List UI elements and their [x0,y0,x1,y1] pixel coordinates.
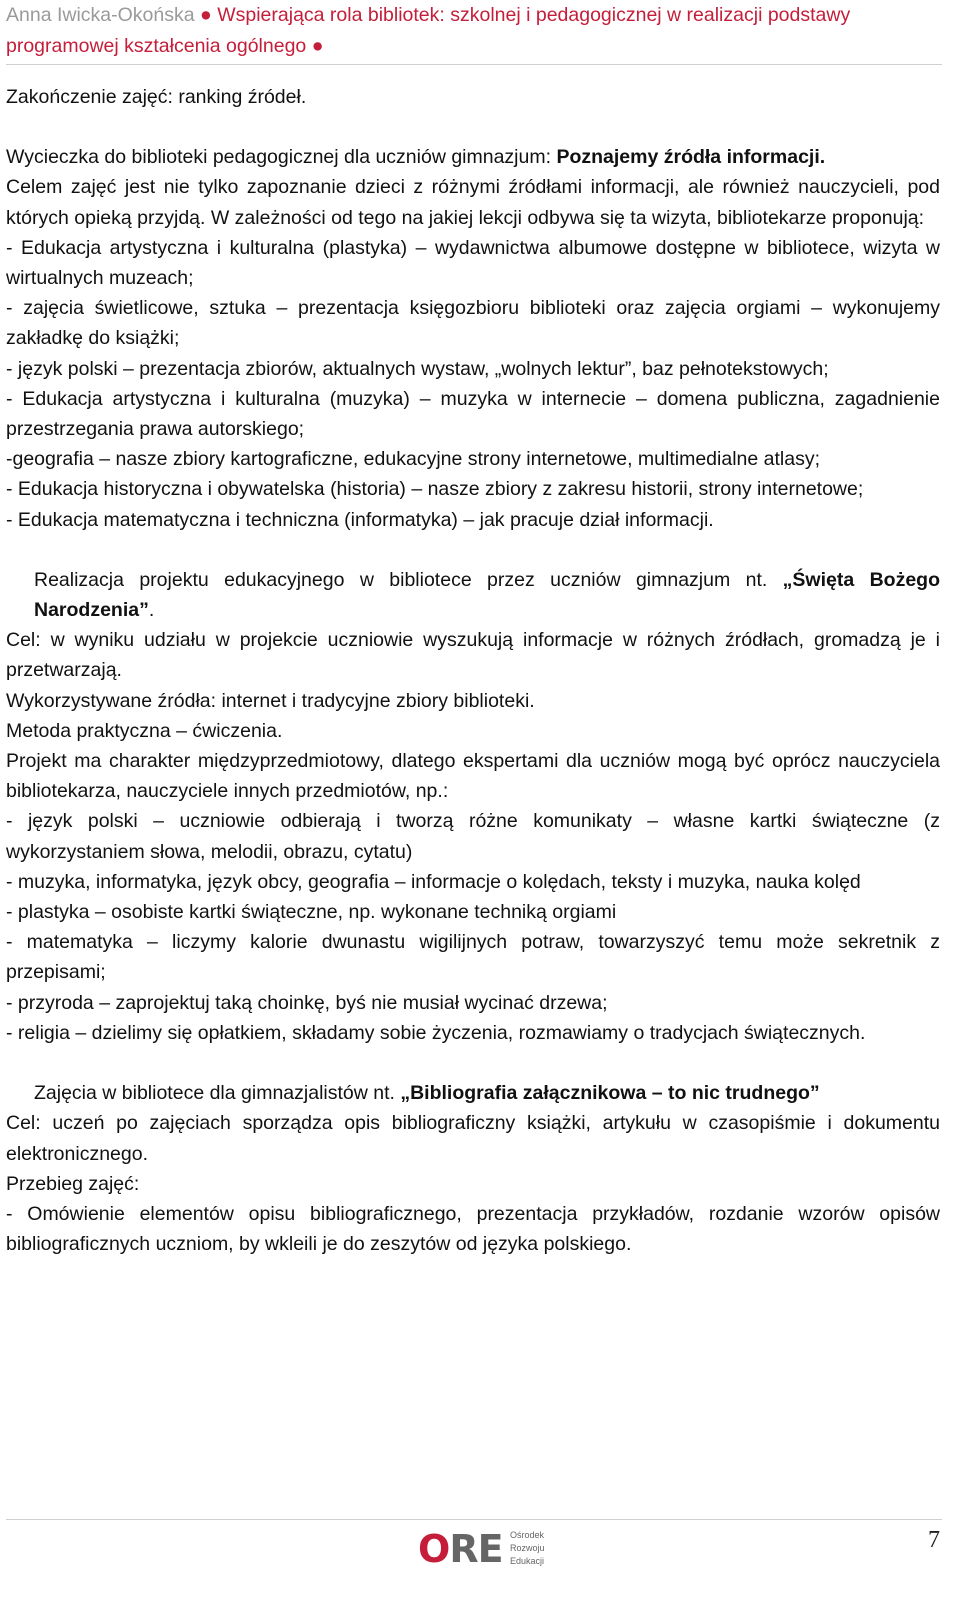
spacer [6,1048,940,1078]
paragraph: Cel: w wyniku udziału w projekcie uczniowie wyszukują informacje w różnych źródłach, gromadzą je i przetwarzają. [6,629,940,682]
ore-logo-re: RE [449,1527,503,1571]
ore-logo-line: Edukacji [510,1556,545,1566]
list-item: - Omówienie elementów opisu bibliograficznego, prezentacja przykładów, rozdanie wzorów opisów bibliograficznych uczniom, by wkleili je do zeszytów od języka polskiego. [6,1202,940,1256]
ore-logo-line: Rozwoju [510,1543,545,1553]
ore-logo [418,1527,568,1573]
bullet-icon: ● [311,35,324,57]
list-item: - przyroda – zaprojektuj taką choinkę, byś nie musiał wycinać drzewa; [6,991,608,1014]
paragraph: Wykorzystywane źródła: internet i tradycyjne zbiory biblioteki. [6,689,535,712]
header-author: Anna Iwicka-Okońska [6,4,195,26]
running-header [6,0,941,62]
ore-logo-mark [418,1529,502,1569]
header-line-1 [6,0,941,31]
document-body [6,82,940,1259]
paragraph-lead: Realizacja projektu edukacyjnego w bibliotece przez uczniów gimnazjum nt. [34,568,783,591]
spacer [6,535,940,565]
header-title-part-1: Wspierająca rola bibliotek: szkolnej i pedagogicznej w realizacji podstawy [217,4,851,26]
spacer [6,112,940,142]
ore-logo-text [510,1529,580,1568]
paragraph: Cel: uczeń po zajęciach sporządza opis bibliograficzny książki, artykułu w czasopiśmie i dokumentu elektronicznego. [6,1112,940,1165]
paragraph: Zakończenie zajęć: ranking źródeł. [6,86,307,108]
paragraph-lead: Zajęcia w bibliotece dla gimnazjalistów nt. [34,1082,401,1105]
paragraph-bold-title: Poznajemy źródła informacji. [556,146,826,169]
header-line-2 [6,31,941,62]
paragraph-bold-title: „Bibliografia załącznikowa – to nic trudnego” [400,1082,820,1105]
list-item: - religia – dzielimy się opłatkiem, składamy sobie życzenia, rozmawiamy o tradycjach świątecznych. [6,1021,866,1044]
ore-logo-line: Ośrodek [510,1530,545,1540]
paragraph-tail: . [148,599,155,622]
paragraph: Przebieg zajęć: [6,1172,140,1195]
paragraph [6,142,940,172]
paragraph-bold-title: „Święta Bożego Narodzenia” [34,568,940,622]
list-item: -geografia – nasze zbiory kartograficzne, edukacyjne strony internetowe, multimedialne atlasy; [6,448,821,471]
list-item: - Edukacja historyczna i obywatelska (historia) – nasze zbiory z zakresu historii, strony internetowe; [6,478,864,501]
list-item: - zajęcia świetlicowe, sztuka – prezentacja księgozbioru biblioteki oraz zajęcia orgiami – wykonujemy zakładkę do książki; [6,297,940,350]
list-item: - Edukacja matematyczna i techniczna (informatyka) – jak pracuje dział informacji. [6,508,714,531]
header-title-part-2: programowej kształcenia ogólnego [6,35,307,57]
paragraph [6,1078,940,1108]
list-item: - język polski – uczniowie odbierają i tworzą różne komunikaty – własne kartki świąteczne (z wykorzystaniem słowa, melodii, obrazu, cytatu) [6,810,940,863]
paragraph: Celem zajęć jest nie tylko zapoznanie dzieci z różnymi źródłami informacji, ale również nauczycieli, pod których opieką przyjdą. W zależności od tego na jakiej lekcji odbywa się ta wizyta, bibliotekarze proponują: [6,176,940,229]
list-item: - plastyka – osobiste kartki świąteczne, np. wykonane techniką orgiami [6,901,617,924]
list-item: - Edukacja artystyczna i kulturalna (plastyka) – wydawnictwa albumowe dostępne w bibliotece, wizyta w wirtualnych muzeach; [6,236,940,290]
list-item: - Edukacja artystyczna i kulturalna (muzyka) – muzyka w internecie – domena publiczna, zagadnienie przestrzegania prawa autorskiego; [6,387,940,441]
ore-logo-o: O [418,1527,450,1571]
page-number: 7 [928,1527,940,1553]
list-item: - matematyka – liczymy kalorie dwunastu wigilijnych potraw, towarzyszyć temu może sekretnik z przepisami; [6,931,940,984]
list-item: - muzyka, informatyka, język obcy, geografia – informacje o kolędach, teksty i muzyka, nauka kolęd [6,870,861,893]
paragraph-lead: Wycieczka do biblioteki pedagogicznej dla uczniów gimnazjum: [6,146,557,169]
paragraph: Projekt ma charakter międzyprzedmiotowy, dlatego ekspertami dla uczniów mogą być oprócz nauczyciela bibliotekarza, nauczyciele innych przedmiotów, np.: [6,750,940,803]
footer-divider [6,1519,942,1520]
paragraph [6,565,940,625]
paragraph: Metoda praktyczna – ćwiczenia. [6,719,283,742]
header-divider [6,64,942,65]
bullet-icon: ● [200,4,212,26]
list-item: - język polski – prezentacja zbiorów, aktualnych wystaw, „wolnych lektur”, baz pełnotekstowych; [6,357,829,380]
